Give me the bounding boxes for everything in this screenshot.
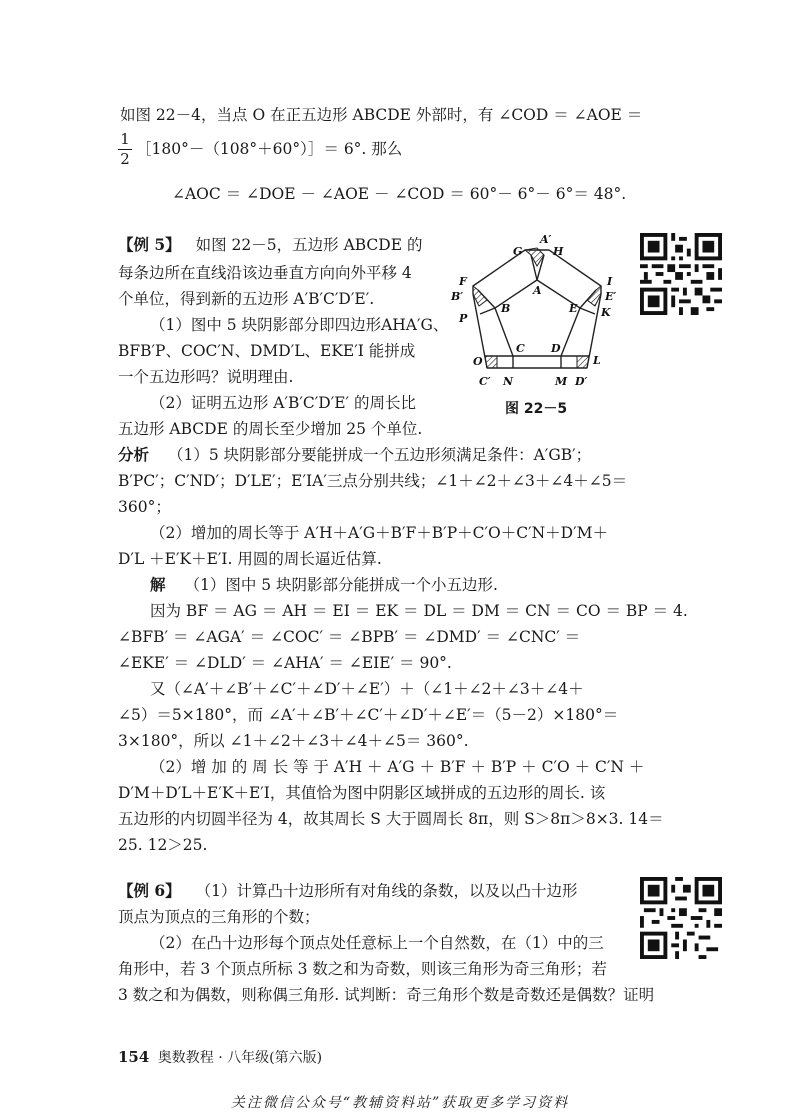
shaded-region-c — [485, 356, 497, 368]
example-text: （1）计算凸十边形所有对角线的条数，以及以凸十边形 — [195, 882, 578, 900]
solution-text: ∠EKE′ ＝ ∠DLD′ ＝ ∠AHA′ ＝ ∠EIE′ ＝ 90°. — [118, 654, 452, 672]
analysis-line — [118, 444, 591, 466]
shaded-region-d — [577, 356, 589, 368]
analysis-text: （1）5 块阴影部分要能拼成一个五边形须满足条件：A′GB′； — [167, 446, 592, 464]
fraction-one-half — [118, 131, 132, 168]
page-number: 154 — [118, 1048, 150, 1066]
watermark-text: 关注微信公众号“教辅资料站”获取更多学习资料 — [230, 1095, 570, 1111]
example-text: 如图 22－5，五边形 ABCDE 的 — [195, 236, 423, 254]
analysis-label: 分析 — [118, 445, 150, 464]
solution-text: （1）图中 5 块阴影部分能拼成一个小五边形. — [184, 576, 498, 594]
label-i: I — [607, 275, 613, 288]
example-label: 【例 6】 — [118, 881, 181, 900]
example-text: 每条边所在直线沿该边垂直方向向外平移 4 — [118, 264, 412, 282]
example-text: 个单位，得到新的五边形 A′B′C′D′E′. — [118, 290, 375, 308]
example-text: 五边形 ABCDE 的周长至少增加 25 个单位. — [118, 420, 423, 438]
page-footer — [118, 1047, 322, 1067]
paragraph-line: 如图 22－4，当点 O 在正五边形 ABCDE 外部时，有 ∠COD ＝ ∠AOE ＝ — [120, 106, 643, 124]
solution-text: 五边形的内切圆半径为 4，故其周长 S 大于圆周长 8π，则 S＞8π＞8×3. 14＝ — [118, 810, 664, 828]
example-text: 顶点为顶点的三角形的个数； — [118, 908, 320, 926]
solution-label: 解 — [150, 575, 166, 594]
example-5-header — [118, 234, 422, 256]
qr-code-icon[interactable] — [640, 877, 722, 959]
example-text: （2）证明五边形 A′B′C′D′E′ 的周长比 — [150, 394, 416, 412]
example-6-header — [118, 880, 578, 902]
label-o: O — [473, 355, 483, 368]
solution-text: 因为 BF ＝ AG ＝ AH ＝ EI ＝ EK ＝ DL ＝ DM ＝ CN ＝ CO ＝ BP ＝ 4. — [150, 602, 688, 620]
fraction-denominator: 2 — [120, 150, 130, 168]
example-label: 【例 5】 — [118, 235, 181, 254]
paragraph-line: ［180°－（108°＋60°）］＝ 6°. 那么 — [136, 140, 403, 158]
label-a: A — [533, 284, 542, 297]
solution-text: 又（∠A′＋∠B′＋∠C′＋∠D′＋∠E′）＋（∠1＋∠2＋∠3＋∠4＋ — [150, 680, 584, 698]
label-k: K — [601, 306, 611, 319]
label-d: D — [551, 342, 561, 355]
solution-text: ∠5）＝5×180°，而 ∠A′＋∠B′＋∠C′＋∠D′＋∠E′＝（5－2）×180°＝ — [118, 706, 619, 724]
pentagon-figure — [445, 228, 630, 398]
analysis-text: （2）增加的周长等于 A′H＋A′G＋B′F＋B′P＋C′O＋C′N＋D′M＋ — [150, 524, 608, 542]
label-a-prime: A′ — [540, 233, 552, 246]
solution-text: ∠BFB′ ＝ ∠AGA′ ＝ ∠COC′ ＝ ∠BPB′ ＝ ∠DMD′ ＝ ∠CNC′ ＝ — [118, 628, 581, 646]
label-f: F — [459, 275, 467, 288]
analysis-text: D′L ＋E′K＋E′I. 用圆的周长逼近估算. — [118, 550, 382, 568]
equation-line: ∠AOC ＝ ∠DOE － ∠AOE － ∠COD ＝ 60°－ 6°－ 6°＝ 48°. — [172, 185, 627, 203]
label-b: B — [501, 302, 511, 315]
analysis-text: 360°； — [118, 498, 171, 516]
label-e-prime: E′ — [605, 290, 617, 303]
solution-text: 25. 12＞25. — [118, 836, 208, 854]
example-text: 一个五边形吗？说明理由. — [118, 368, 294, 386]
label-g: G — [513, 245, 523, 258]
label-h: H — [553, 245, 564, 258]
example-text: 角形中，若 3 个顶点所标 3 数之和为奇数，则该三角形为奇三角形；若 — [118, 960, 607, 978]
example-text: BFB′P、COC′N、DMD′L、EKE′I 能拼成 — [118, 342, 416, 360]
solution-line — [150, 574, 498, 596]
label-n: N — [503, 375, 514, 388]
label-d-prime: D′ — [575, 375, 588, 388]
solution-text: D′M＋D′L＋E′K＋E′I，其值恰为图中阴影区域拼成的五边形的周长. 该 — [118, 784, 606, 802]
label-l: L — [593, 354, 601, 367]
book-title: 奥数教程 · 八年级(第六版) — [157, 1050, 323, 1066]
qr-code-icon[interactable] — [640, 233, 722, 315]
label-c-prime: C′ — [479, 375, 491, 388]
figure-caption: 图 22－5 — [505, 401, 568, 417]
solution-text: （2）增 加 的 周 长 等 于 A′H ＋ A′G ＋ B′F ＋ B′P ＋ C′O ＋ C′N ＋ — [150, 758, 645, 776]
label-b-prime: B′ — [451, 290, 464, 303]
label-e: E — [569, 302, 578, 315]
example-text: （2）在凸十边形每个顶点处任意标上一个自然数，在（1）中的三 — [150, 934, 604, 952]
solution-text: 3×180°，所以 ∠1＋∠2＋∠3＋∠4＋∠5＝ 360°. — [118, 732, 469, 750]
label-m: M — [555, 375, 568, 388]
analysis-text: B′PC′；C′ND′；D′LE′；E′IA′三点分别共线；∠1＋∠2＋∠3＋∠4＋∠5＝ — [118, 472, 628, 490]
label-c: C — [516, 342, 525, 355]
example-text: 3 数之和为偶数，则称偶三角形. 试判断：奇三角形个数是奇数还是偶数？证明 — [118, 986, 655, 1004]
fraction-numerator: 1 — [120, 130, 130, 148]
label-p: P — [459, 312, 468, 325]
example-text: （1）图中 5 块阴影部分即四边形AHA′G、 — [150, 316, 449, 334]
